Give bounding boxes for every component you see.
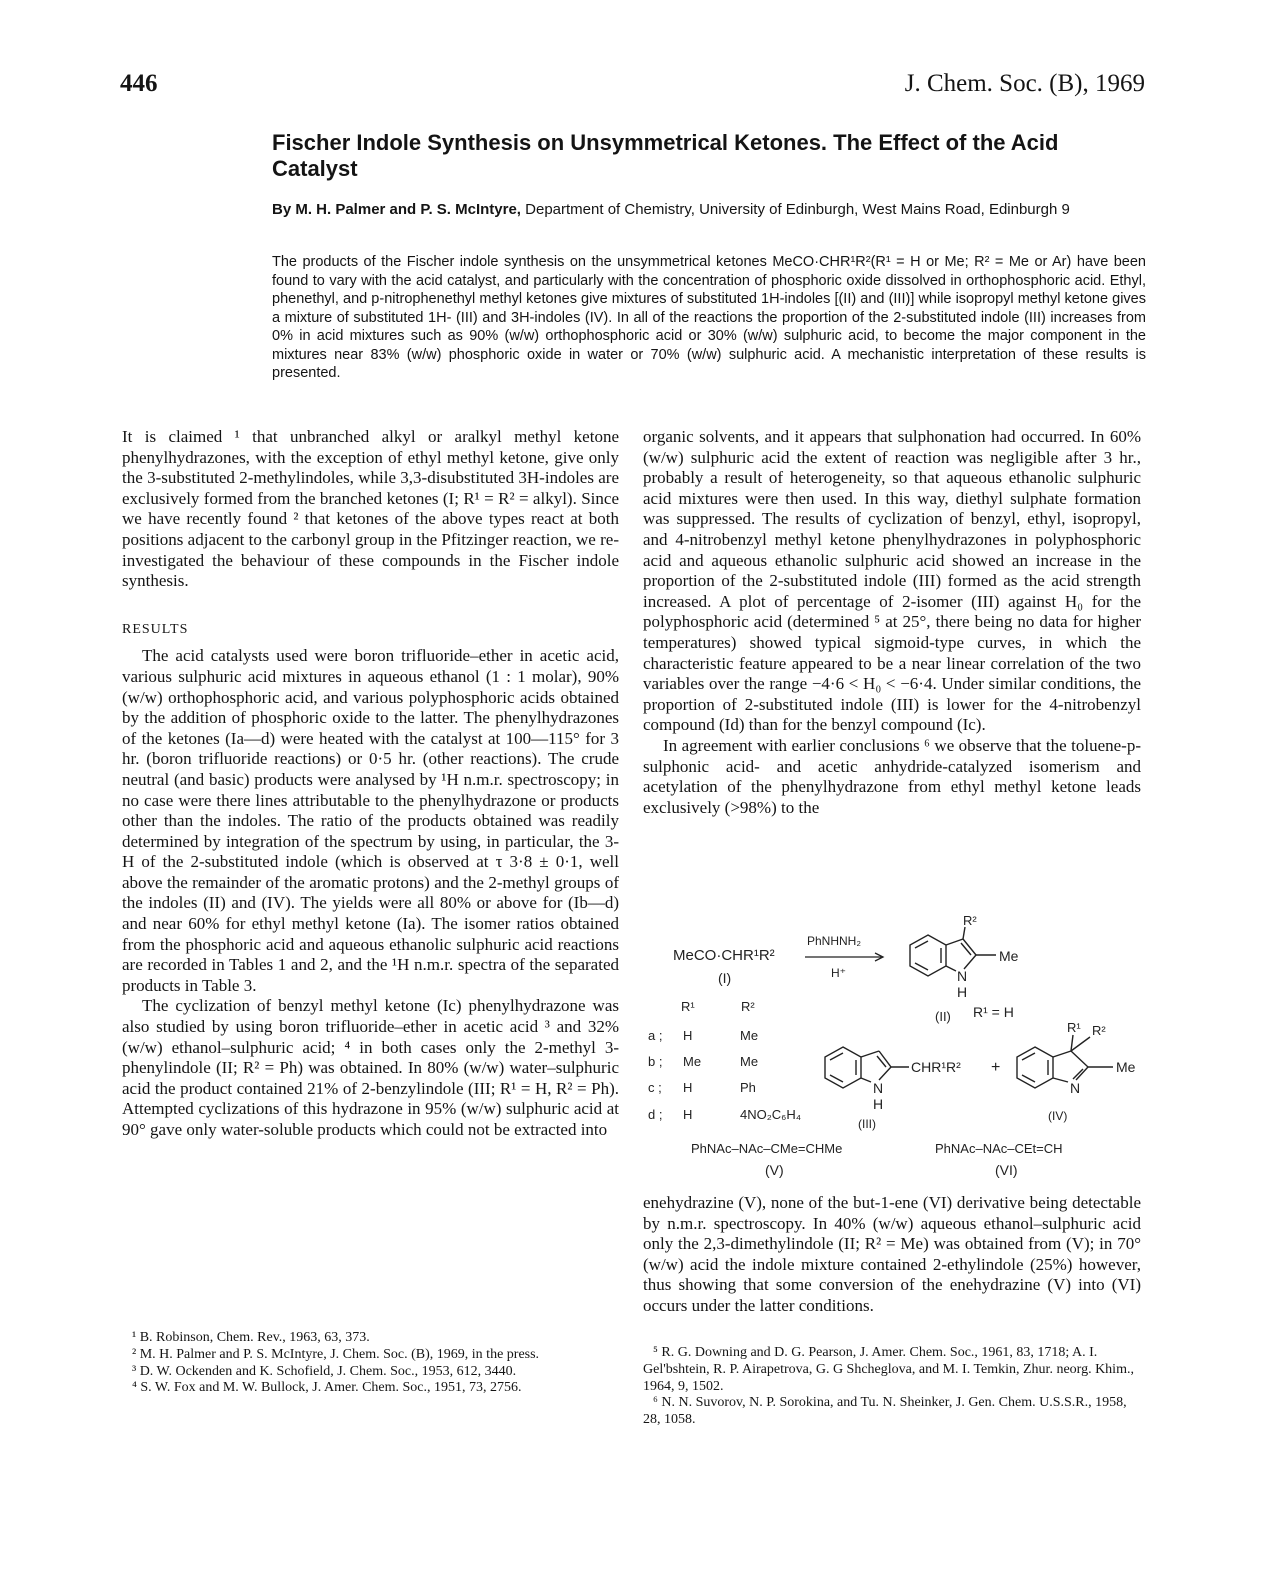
- row-r2: Me: [740, 1054, 759, 1069]
- ketone-formula: MeCO·CHR¹R²: [673, 947, 775, 964]
- footnotes-right: [643, 1345, 1141, 1429]
- left-column: [122, 427, 619, 1141]
- iv-r1-label: R¹: [1067, 1020, 1081, 1035]
- footnotes-left: [122, 1330, 619, 1397]
- ii-h-label: H: [957, 984, 968, 1000]
- vi-formula: PhNAc–NAc–CEt=CH: [935, 1141, 1063, 1156]
- col-r1-header: R¹: [681, 999, 695, 1014]
- ii-me-label: Me: [999, 948, 1019, 964]
- row-r2: Me: [740, 1028, 759, 1043]
- page-number: 446: [120, 70, 158, 97]
- row-r1: H: [683, 1107, 693, 1122]
- results-paragraph-2: The cyclization of benzyl methyl ketone (Ic) phenylhydrazone was also studied by using boron trifluoride–ether in acetic acid ³ and 32% (w/w) ethanol–sulphuric acid; ⁴ in both cases only the 2-methyl 3-phenylindole (II; R² = Ph) was obtained. In 80% (w/w) water–sulphuric acid the product contained 21% of 2-benzylindole (III; R¹ = H, R² = Ph). Attempted cyclizations of this hydrazone in 95% (w/w) sulphuric acid at 90° gave only water-soluble products which could not be extracted into: [122, 996, 619, 1139]
- ii-r2-label: R²: [963, 913, 977, 928]
- indole-ii-structure: [910, 927, 996, 976]
- scheme-svg: [643, 905, 1143, 1190]
- row-key: b ;: [648, 1054, 663, 1069]
- v-label: (V): [765, 1162, 784, 1178]
- ketone-label: (I): [718, 970, 732, 986]
- row-r2: 4NO₂C₆H₄: [740, 1107, 802, 1122]
- ii-condition: R¹ = H: [973, 1004, 1014, 1020]
- iii-label: (III): [858, 1117, 876, 1131]
- row-key: d ;: [648, 1107, 663, 1122]
- intro-paragraph: It is claimed ¹ that unbranched alkyl or aralkyl methyl ketone phenylhydrazones, with the exception of ethyl methyl ketone, give only the 3-substituted 2-methylindoles, while 3,3-disubstituted 3H-indoles are exclusively formed from the branched ketones (I; R¹ = R² = alkyl). Since we have recently found ² that ketones of the above types react at both positions adjacent to the carbonyl group in the Pfitzinger reaction, we re-investigated the behaviour of these compounds in the Fischer indole synthesis.: [122, 427, 619, 591]
- iv-label: (IV): [1048, 1109, 1068, 1123]
- author-line: [272, 200, 1146, 219]
- footnote: ¹ B. Robinson, Chem. Rev., 1963, 63, 373.: [132, 1330, 370, 1345]
- row-r1: H: [683, 1028, 693, 1043]
- vi-label: (VI): [995, 1162, 1018, 1178]
- affiliation: Department of Chemistry, University of Edinburgh, West Mains Road, Edinburgh 9: [525, 201, 1070, 218]
- row-key: a ;: [648, 1028, 663, 1043]
- indole-iii-structure: [825, 1047, 909, 1088]
- row-r1: H: [683, 1080, 693, 1095]
- footnote: ² M. H. Palmer and P. S. McIntyre, J. Chem. Soc. (B), 1969, in the press.: [132, 1346, 540, 1362]
- authors-lead: By M. H. Palmer and P. S. McIntyre,: [272, 201, 521, 218]
- footnote: ⁵ R. G. Downing and D. G. Pearson, J. Amer. Chem. Soc., 1961, 83, 1718; A. I. Gel'bshtein, R. P. Airapetrova, G. G Shcheglova, and M. I. Temkin, Zhur. neorg. Khim., 1964, 9, 1502.: [643, 1345, 1134, 1394]
- catalyst-label: H⁺: [831, 966, 846, 980]
- v-formula: PhNAc–NAc–CMe=CHMe: [691, 1141, 843, 1156]
- results-heading: RESULTS: [122, 621, 189, 637]
- results-paragraph-1: The acid catalysts used were boron trifluoride–ether in acetic acid, various sulphuric acid mixtures in aqueous ethanol (1 : 1 molar), 90% (w/w) orthophosphoric acid, and various polyphosphoric acids obtained by the addition of phosphoric oxide to the latter. The phenylhydrazones of the ketones (Ia—d) were heated with the catalyst at 100—115° for 3 hr. (boron trifluoride reactions) or 0·5 hr. (other reactions). The crude neutral (and basic) products were analysed by ¹H n.m.r. spectroscopy; in no case were there lines attributable to the phenylhydrazone or products other than the indoles. The ratio of the products obtained was readily determined by integration of the spectrum by using, in particular, the 3-H of the 2-substituted indole (which is observed at τ 3·8 ± 0·1, well above the remainder of the aromatic protons) and the 2-methyl groups of the indoles (II) and (IV). The yields were all 80% or above for (Ib—d) and near 60% for ethyl methyl ketone (Ia). The isomer ratios obtained from the phosphoric acid and aqueous ethanolic sulphuric acid reactions are recorded in Tables 1 and 2, and the ¹H n.m.r. spectra of the separated products in Table 3.: [122, 646, 619, 995]
- iv-r2-label: R²: [1092, 1023, 1106, 1038]
- indole-iv-structure: [1017, 1035, 1113, 1088]
- row-r2: Ph: [740, 1080, 756, 1095]
- row-r1: Me: [683, 1054, 702, 1069]
- footnote: ⁶ N. N. Suvorov, N. P. Sorokina, and Tu. N. Sheinker, J. Gen. Chem. U.S.S.R., 1958, 28, 1058.: [643, 1395, 1127, 1428]
- article-title: Fischer Indole Synthesis on Unsymmetrical Ketones. The Effect of the Acid Catalyst: [272, 130, 1059, 181]
- right-paragraph-2: In agreement with earlier conclusions ⁶ we observe that the toluene-p-sulphonic acid- and acetic anhydride-catalyzed isomerism and acetylation of the phenylhydrazone from ethyl methyl ketone leads exclusively (>98%) to the: [643, 735, 1141, 817]
- iv-n-label: N: [1070, 1080, 1081, 1096]
- row-key: c ;: [648, 1080, 662, 1095]
- reaction-scheme: [643, 905, 1143, 1190]
- ii-n-label: N: [957, 968, 968, 984]
- iv-me-label: Me: [1116, 1059, 1136, 1075]
- reagent-label: PhNHNH₂: [807, 934, 861, 948]
- ii-label: (II): [935, 1009, 951, 1024]
- plus-sign: +: [991, 1059, 1001, 1076]
- abstract: The products of the Fischer indole synthesis on the unsymmetrical ketones MeCO·CHR¹R²(R¹ = H or Me; R² = Me or Ar) have been found to vary with the acid catalyst, and particularly with the concentration of phosphoric oxide dissolved in orthophosphoric acid. Ethyl, phenethyl, and p-nitrophenethyl methyl ketones give mixtures of substituted 1H-indoles [(II) and (III)] while isopropyl methyl ketone gives a mixture of substituted 1H- (III) and 3H-indoles (IV). In all of the reactions the proportion of the 2-substituted indole (III) increases from 0% in acid mixtures such as 90% (w/w) orthophosphoric acid or 30% (w/w) sulphuric acid, to become the major component in the mixtures near 83% (w/w) phosphoric oxide in water or 70% (w/w) sulphuric acid. A mechanistic interpretation of these results is presented.: [272, 254, 1146, 381]
- iii-n-label: N: [873, 1080, 884, 1096]
- iii-substituent: CHR¹R²: [911, 1059, 961, 1075]
- substituent-table: [648, 1028, 801, 1122]
- right-column: [643, 427, 1141, 818]
- footnote: ³ D. W. Ockenden and K. Schofield, J. Chem. Soc., 1953, 612, 3440.: [132, 1363, 517, 1379]
- right-paragraph-3: enehydrazine (V), none of the but-1-ene (VI) derivative being detectable by n.m.r. spectroscopy. In 40% (w/w) aqueous ethanol–sulphuric acid only the 2,3-dimethylindole (II; R² = Me) was obtained from (V); in 70° (w/w) acid the indole mixture contained 2-ethylindole (25%) however, thus showing that some conversion of the enehydrazine (V) into (VI) occurs under the latter conditions.: [643, 1193, 1141, 1315]
- right-column-continued: [643, 1193, 1141, 1317]
- iii-h-label: H: [873, 1096, 884, 1112]
- footnote: ⁴ S. W. Fox and M. W. Bullock, J. Amer. Chem. Soc., 1951, 73, 2756.: [132, 1380, 522, 1396]
- right-paragraph-1: organic solvents, and it appears that sulphonation had occurred. In 60% (w/w) sulphuric acid the extent of reaction was negligible after 3 hr., probably a result of heterogeneity, so that aqueous ethanolic sulphuric acid mixtures were then used. In this way, diethyl sulphate formation was suppressed. The results of cyclization of benzyl, ethyl, isopropyl, and 4-nitrobenzyl methyl ketone phenylhydrazones in polyphosphoric acid and aqueous ethanolic sulphuric acid showed an increase in the proportion of the 2-substituted indole (III) formed as the acid strength increased. A plot of percentage of 2-isomer (III) against H₀ for the polyphosphoric acid (determined ⁵ at 25°, there being no data for higher temperatures) showed typical sigmoid-type curves, in which the characteristic feature appeared to be a near linear correlation of the two variables over the range −4·6 < H₀ < −6·4. Under similar conditions, the proportion of 2-substituted indole (III) is lower for the 4-nitrobenzyl compound (Id) than for the benzyl compound (Ic).: [643, 427, 1141, 735]
- col-r2-header: R²: [741, 999, 755, 1014]
- journal-citation: J. Chem. Soc. (B), 1969: [904, 70, 1145, 97]
